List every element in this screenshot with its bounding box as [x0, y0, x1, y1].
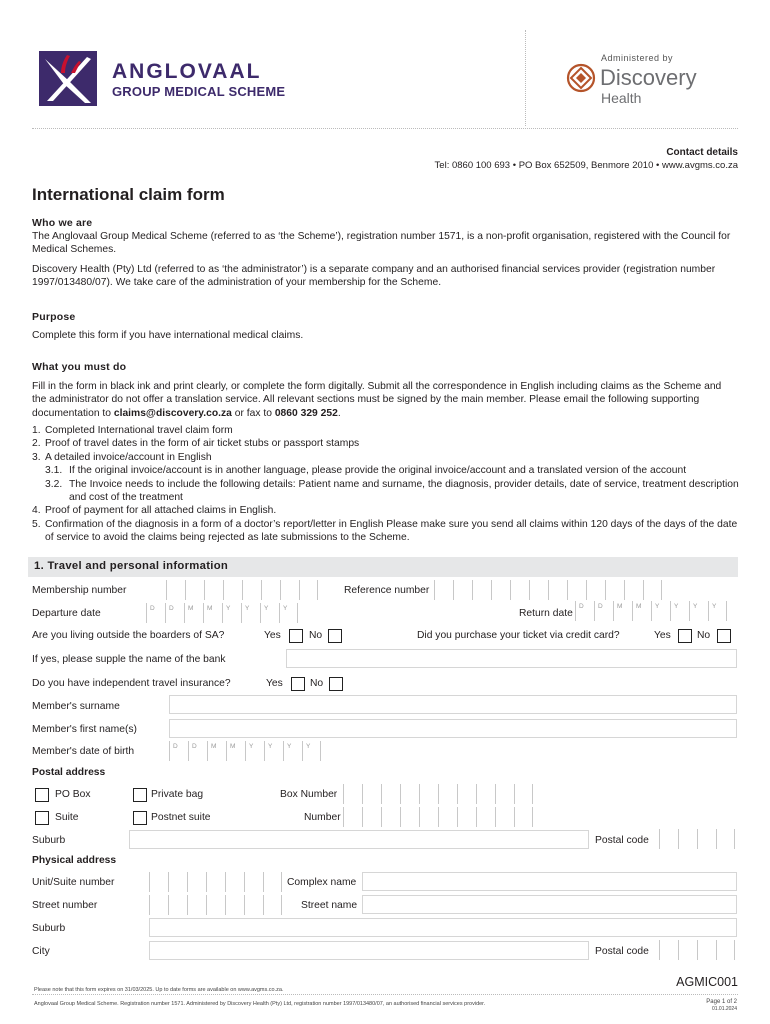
- character-cell[interactable]: [225, 895, 244, 915]
- character-cell[interactable]: [495, 807, 514, 827]
- number-input[interactable]: [343, 807, 533, 827]
- character-cell[interactable]: [678, 940, 697, 960]
- character-cell[interactable]: [343, 807, 362, 827]
- character-cell[interactable]: [659, 829, 678, 849]
- character-cell[interactable]: [187, 872, 206, 892]
- po-box-checkbox[interactable]: [35, 788, 49, 802]
- return-date-label: Return date: [519, 608, 573, 619]
- character-cell[interactable]: [149, 895, 168, 915]
- character-cell[interactable]: [280, 580, 299, 600]
- box-number-label: Box Number: [280, 789, 338, 800]
- character-cell[interactable]: [362, 784, 381, 804]
- character-cell[interactable]: [223, 580, 242, 600]
- requirement-number: 3.2.: [45, 478, 63, 490]
- character-cell[interactable]: [419, 807, 438, 827]
- date-cell[interactable]: D: [146, 603, 165, 623]
- anglovaal-logo-text-2: GROUP MEDICAL SCHEME: [112, 84, 286, 99]
- character-cell[interactable]: [381, 807, 400, 827]
- contact-title: Contact details: [666, 147, 738, 158]
- character-cell[interactable]: [438, 784, 457, 804]
- requirement-number: 2.: [32, 438, 41, 450]
- date-cell[interactable]: D: [575, 601, 594, 621]
- physical-address-heading: Physical address: [32, 855, 117, 866]
- unit-suite-number-input[interactable]: [149, 872, 282, 892]
- member-first-names-label: Member's first name(s): [32, 724, 137, 735]
- living-outside-no-checkbox[interactable]: [328, 629, 342, 643]
- suite-checkbox[interactable]: [35, 811, 49, 825]
- requirement-text: A detailed invoice/account in English: [45, 451, 212, 463]
- email-link[interactable]: claims@discovery.co.za: [113, 407, 232, 419]
- date-cell[interactable]: Y: [222, 603, 241, 623]
- section-1-header: [28, 557, 738, 577]
- requirement-text: Proof of payment for all attached claims in English.: [45, 505, 277, 517]
- city-label: City: [32, 946, 50, 957]
- private-bag-checkbox[interactable]: [133, 788, 147, 802]
- credit-card-no-checkbox[interactable]: [717, 629, 731, 643]
- character-cell[interactable]: [434, 580, 453, 600]
- complex-name-input[interactable]: [362, 872, 737, 891]
- must-text-end: .: [337, 407, 341, 419]
- character-cell[interactable]: [457, 807, 476, 827]
- character-cell[interactable]: [206, 872, 225, 892]
- header-vertical-divider: [525, 30, 526, 126]
- character-cell[interactable]: [381, 784, 400, 804]
- suburb-input[interactable]: [129, 830, 589, 849]
- character-cell[interactable]: [643, 580, 662, 600]
- date-cell[interactable]: M: [632, 601, 651, 621]
- character-cell[interactable]: [204, 580, 223, 600]
- postnet-suite-checkbox[interactable]: [133, 811, 147, 825]
- section-1-title: 1. Travel and personal information: [34, 560, 229, 572]
- anglovaal-logo-text-1: ANGLOVAAL: [112, 60, 262, 83]
- box-number-input[interactable]: [343, 784, 533, 804]
- member-surname-label: Member's surname: [32, 701, 120, 712]
- character-cell[interactable]: [697, 829, 716, 849]
- requirement-number: 4.: [32, 505, 41, 517]
- character-cell[interactable]: [263, 872, 282, 892]
- character-cell[interactable]: [225, 872, 244, 892]
- contact-line: Tel: 0860 100 693 • PO Box 652509, Benmore 2010 • www.avgms.co.za: [434, 160, 738, 171]
- purpose-heading: Purpose: [32, 311, 76, 323]
- character-cell[interactable]: [659, 940, 678, 960]
- page-title: International claim form: [32, 185, 225, 204]
- header-divider: [32, 128, 738, 129]
- character-cell[interactable]: [716, 829, 735, 849]
- requirement-text: Confirmation of the diagnosis in a form of a doctor’s report/letter in English Please make sure you send all claims within 120 days of the days of the date of service to avoid the claims being rejected as late submissions to the Scheme.: [45, 518, 738, 544]
- postnet-suite-label: Postnet suite: [151, 812, 211, 823]
- legal-text: Anglovaal Group Medical Scheme. Registration number 1571. Administered by Discovery Health (Pty) Ltd, registration number 1997/013480/07, an authorised financial services provider.: [34, 1001, 486, 1007]
- form-date: 01.01.2024: [711, 1006, 737, 1012]
- date-cell[interactable]: Y: [302, 741, 321, 761]
- member-surname-input[interactable]: [169, 695, 737, 714]
- character-cell[interactable]: [453, 580, 472, 600]
- character-cell[interactable]: [514, 784, 533, 804]
- unit-suite-number-label: Unit/Suite number: [32, 877, 115, 888]
- number-label: Number: [304, 812, 341, 823]
- character-cell[interactable]: [491, 580, 510, 600]
- expiry-note: Please note that this form expires on 31/03/2025. Up to date forms are available on www.avgms.co.za.: [34, 987, 284, 993]
- postal-address-heading: Postal address: [32, 767, 106, 778]
- physical-postal-code-label: Postal code: [595, 946, 649, 957]
- date-cell[interactable]: M: [207, 741, 226, 761]
- physical-postal-code-input[interactable]: [659, 940, 735, 960]
- character-cell[interactable]: [242, 580, 261, 600]
- date-cell[interactable]: D: [165, 603, 184, 623]
- credit-card-yes-label: Yes: [654, 630, 671, 641]
- requirement-item: [32, 437, 740, 450]
- footer-divider: [32, 994, 738, 995]
- purpose-text: Complete this form if you have international medical claims.: [32, 330, 304, 341]
- requirement-number: 3.1.: [45, 465, 63, 477]
- character-cell[interactable]: [678, 829, 697, 849]
- living-outside-label: Are you living outside the boarders of SA?: [32, 630, 225, 641]
- date-cell[interactable]: Y: [264, 741, 283, 761]
- travel-insurance-no-label: No: [310, 678, 324, 689]
- date-cell[interactable]: Y: [279, 603, 298, 623]
- page-number: Page 1 of 2: [706, 999, 737, 1005]
- travel-insurance-yes-label: Yes: [266, 678, 283, 689]
- date-cell[interactable]: Y: [708, 601, 727, 621]
- requirement-text: If the original invoice/account is in another language, please provide the original invoice/account and a translated version of the account: [69, 465, 687, 477]
- character-cell[interactable]: [400, 807, 419, 827]
- street-name-input[interactable]: [362, 895, 737, 914]
- form-code: AGMIC001: [676, 975, 738, 989]
- street-number-label: Street number: [32, 900, 98, 911]
- date-cell[interactable]: M: [184, 603, 203, 623]
- character-cell[interactable]: [263, 895, 282, 915]
- requirement-item: [32, 424, 740, 437]
- date-cell[interactable]: M: [613, 601, 632, 621]
- character-cell[interactable]: [472, 580, 491, 600]
- requirement-item: [32, 504, 740, 517]
- living-outside-no-label: No: [309, 630, 323, 641]
- membership-number-input[interactable]: [166, 580, 318, 600]
- travel-insurance-no-checkbox[interactable]: [329, 677, 343, 691]
- reference-number-input[interactable]: [434, 580, 662, 600]
- private-bag-label: Private bag: [151, 789, 204, 800]
- character-cell[interactable]: [244, 895, 263, 915]
- suite-label: Suite: [55, 812, 79, 823]
- membership-number-label: Membership number: [32, 585, 127, 596]
- character-cell[interactable]: [343, 784, 362, 804]
- return-date-input[interactable]: [575, 601, 727, 621]
- character-cell[interactable]: [185, 580, 204, 600]
- character-cell[interactable]: [567, 580, 586, 600]
- character-cell[interactable]: [168, 895, 187, 915]
- discovery-logo-text: Discovery: [600, 65, 697, 90]
- must-text-or: or fax to: [231, 407, 275, 419]
- requirement-item: [32, 478, 740, 505]
- character-cell[interactable]: [548, 580, 567, 600]
- character-cell[interactable]: [716, 940, 735, 960]
- living-outside-yes-label: Yes: [264, 630, 281, 641]
- credit-card-label: Did you purchase your ticket via credit card?: [417, 630, 620, 641]
- physical-suburb-label: Suburb: [32, 923, 66, 934]
- living-outside-yes-checkbox[interactable]: [289, 629, 303, 643]
- requirement-number: 1.: [32, 425, 41, 436]
- date-cell[interactable]: Y: [651, 601, 670, 621]
- character-cell[interactable]: [624, 580, 643, 600]
- who-paragraph-1: The Anglovaal Group Medical Scheme (referred to as ‘the Scheme’), registration number 1571, is a non-profit organisation, registered with the Council for Medical Schemes.: [32, 231, 731, 256]
- requirements-list: [32, 424, 740, 545]
- departure-date-label: Departure date: [32, 608, 101, 619]
- physical-suburb-input[interactable]: [149, 918, 737, 937]
- travel-insurance-yes-checkbox[interactable]: [291, 677, 305, 691]
- must-paragraph: [32, 380, 738, 420]
- character-cell[interactable]: [476, 807, 495, 827]
- anglovaal-logo-mark: [39, 51, 97, 106]
- character-cell[interactable]: [400, 784, 419, 804]
- requirement-text: Completed International travel claim form: [45, 425, 233, 436]
- who-paragraph-2: Discovery Health (Pty) Ltd (referred to as ‘the administrator’) is a separate company and an authorised financial services provider (registration number 1997/013480/07). We take care of the administration of your membership for the Scheme.: [32, 264, 716, 289]
- character-cell[interactable]: [206, 895, 225, 915]
- street-name-label: Street name: [301, 900, 358, 911]
- date-cell[interactable]: D: [594, 601, 613, 621]
- bank-name-input[interactable]: [286, 649, 737, 668]
- date-cell[interactable]: Y: [670, 601, 689, 621]
- requirement-number: 5.: [32, 518, 41, 530]
- character-cell[interactable]: [362, 807, 381, 827]
- complex-name-label: Complex name: [287, 877, 357, 888]
- character-cell[interactable]: [419, 784, 438, 804]
- character-cell[interactable]: [244, 872, 263, 892]
- character-cell[interactable]: [495, 784, 514, 804]
- member-dob-label: Member's date of birth: [32, 746, 135, 757]
- character-cell[interactable]: [438, 807, 457, 827]
- character-cell[interactable]: [261, 580, 280, 600]
- date-cell[interactable]: Y: [689, 601, 708, 621]
- character-cell[interactable]: [529, 580, 548, 600]
- date-cell[interactable]: Y: [245, 741, 264, 761]
- street-number-input[interactable]: [149, 895, 282, 915]
- character-cell[interactable]: [187, 895, 206, 915]
- requirement-item: [32, 451, 740, 464]
- discovery-health-text: Health: [601, 90, 642, 106]
- character-cell[interactable]: [299, 580, 318, 600]
- character-cell[interactable]: [168, 872, 187, 892]
- member-first-names-input[interactable]: [169, 719, 737, 738]
- must-text: Fill in the form in black ink and print clearly, or complete the form digitally. Submit all the correspondence in English including claims as the Scheme and the administrator do not offer a translation service. All relevant sections must be signed by the main member. Please email the following supporting documentation to: [32, 381, 722, 419]
- date-cell[interactable]: D: [169, 741, 188, 761]
- requirement-text: The Invoice needs to include the following details: Patient name and surname, the diagnosis, provider details, date of service, treatment description and cost of the treatment: [69, 478, 739, 504]
- postal-code-label: Postal code: [595, 835, 649, 846]
- date-cell[interactable]: Y: [260, 603, 279, 623]
- credit-card-yes-checkbox[interactable]: [678, 629, 692, 643]
- date-cell[interactable]: Y: [241, 603, 260, 623]
- postal-code-input[interactable]: [659, 829, 735, 849]
- who-heading: Who we are: [32, 217, 93, 229]
- character-cell[interactable]: [476, 784, 495, 804]
- bank-name-label: If yes, please supple the name of the bank: [32, 654, 226, 665]
- requirement-number: 3.: [32, 451, 41, 463]
- character-cell[interactable]: [514, 807, 533, 827]
- character-cell[interactable]: [149, 872, 168, 892]
- date-cell[interactable]: Y: [283, 741, 302, 761]
- character-cell[interactable]: [166, 580, 185, 600]
- date-cell[interactable]: D: [188, 741, 207, 761]
- reference-number-label: Reference number: [344, 585, 430, 596]
- requirement-item: [32, 518, 740, 545]
- date-cell[interactable]: M: [203, 603, 222, 623]
- must-heading: What you must do: [32, 361, 127, 373]
- character-cell[interactable]: [457, 784, 476, 804]
- discovery-logo-icon: [566, 63, 596, 93]
- fax-number: 0860 329 252: [274, 407, 338, 419]
- character-cell[interactable]: [605, 580, 624, 600]
- character-cell[interactable]: [697, 940, 716, 960]
- city-input[interactable]: [149, 941, 589, 960]
- character-cell[interactable]: [510, 580, 529, 600]
- member-dob-input[interactable]: [169, 741, 321, 761]
- po-box-label: PO Box: [55, 789, 91, 800]
- requirement-text: Proof of travel dates in the form of air ticket stubs or passport stamps: [45, 438, 360, 450]
- credit-card-no-label: No: [697, 630, 711, 641]
- requirement-item: [32, 464, 740, 477]
- travel-insurance-label: Do you have independent travel insurance?: [32, 678, 231, 689]
- departure-date-input[interactable]: [146, 603, 298, 623]
- administered-by-label: Administered by: [601, 53, 674, 63]
- date-cell[interactable]: M: [226, 741, 245, 761]
- suburb-label: Suburb: [32, 835, 66, 846]
- character-cell[interactable]: [586, 580, 605, 600]
